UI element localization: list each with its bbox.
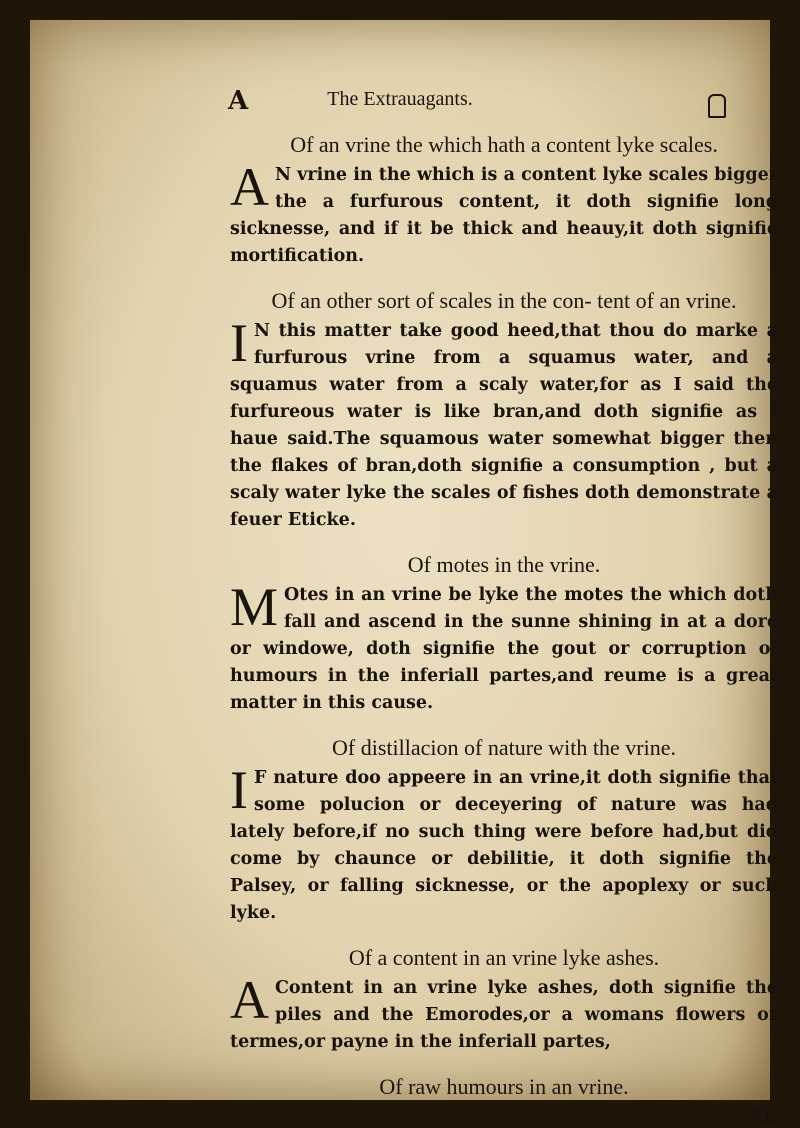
section-motes xyxy=(230,552,778,717)
drop-initial: A xyxy=(230,970,269,1030)
catchword: An xyxy=(747,1104,778,1128)
section-heading: Of distillacion of nature with the vrine. xyxy=(332,735,676,760)
section-raw-humours xyxy=(230,1074,778,1100)
section-text: N vrine in the which is a content lyke scales bigger the a furfurous content, it doth signifie long sicknesse, and if it be thick and heauy,it doth signifie mortification. xyxy=(230,165,778,266)
drop-initial: I xyxy=(230,760,248,820)
section-body xyxy=(230,970,778,1056)
page-corner-mark xyxy=(708,94,726,118)
section-distillacion xyxy=(230,735,778,927)
section-body xyxy=(230,313,778,534)
section-heading: Of raw humours in an vrine. xyxy=(379,1074,629,1099)
section-text: N this matter take good heed,that thou do marke a furfurous vrine from a squamus water, and a squamus water from a scaly water,for as I said the furfureous water is like bran,and doth signifie as I haue said.The squamous water somewhat bigger then the flakes of bran,doth signifie a consumption , but a scaly water lyke the scales of fishes doth demonstrate a feuer Eticke. xyxy=(230,321,778,530)
section-heading: Of motes in the vrine. xyxy=(407,552,601,577)
section-text: Content in an vrine lyke ashes, doth signifie the piles and the Emorodes,or a womans flowers or termes,or payne in the inferiall partes, xyxy=(230,978,778,1052)
drop-initial: A xyxy=(230,157,269,217)
drop-initial: I xyxy=(230,313,248,373)
section-scales xyxy=(230,132,778,270)
text-column xyxy=(230,132,778,1128)
section-other-scales xyxy=(230,288,778,534)
section-body xyxy=(230,157,778,270)
running-title: The Extrauagants. xyxy=(327,88,473,110)
section-body xyxy=(230,577,778,717)
book-page xyxy=(30,20,778,1128)
section-heading: Of an other sort of scales in the con- tent of an vrine. xyxy=(271,288,737,313)
page-header xyxy=(30,82,770,122)
section-ashes xyxy=(230,945,778,1056)
section-text: F nature doo appeere in an vrine,it doth signifie that some polucion or deceyering of nature was had lately before,if no such thing were before had,but did come by chaunce or debilitie, it doth signifie the Palsey, or falling sicknesse, or the apoplexy or such lyke. xyxy=(230,768,778,923)
section-body xyxy=(230,760,778,927)
section-text: Otes in an vrine be lyke the motes the which doth fall and ascend in the sunne shining in at a dore or windowe, doth signifie the gout or corruption of humours in the inferiall partes,and reume is a great matter in this cause. xyxy=(230,585,778,713)
section-heading: Of a content in an vrine lyke ashes. xyxy=(348,945,660,970)
section-heading: Of an vrine the which hath a content lyke scales. xyxy=(290,132,718,157)
drop-initial: M xyxy=(230,577,279,637)
signature-mark: A xyxy=(228,86,249,116)
